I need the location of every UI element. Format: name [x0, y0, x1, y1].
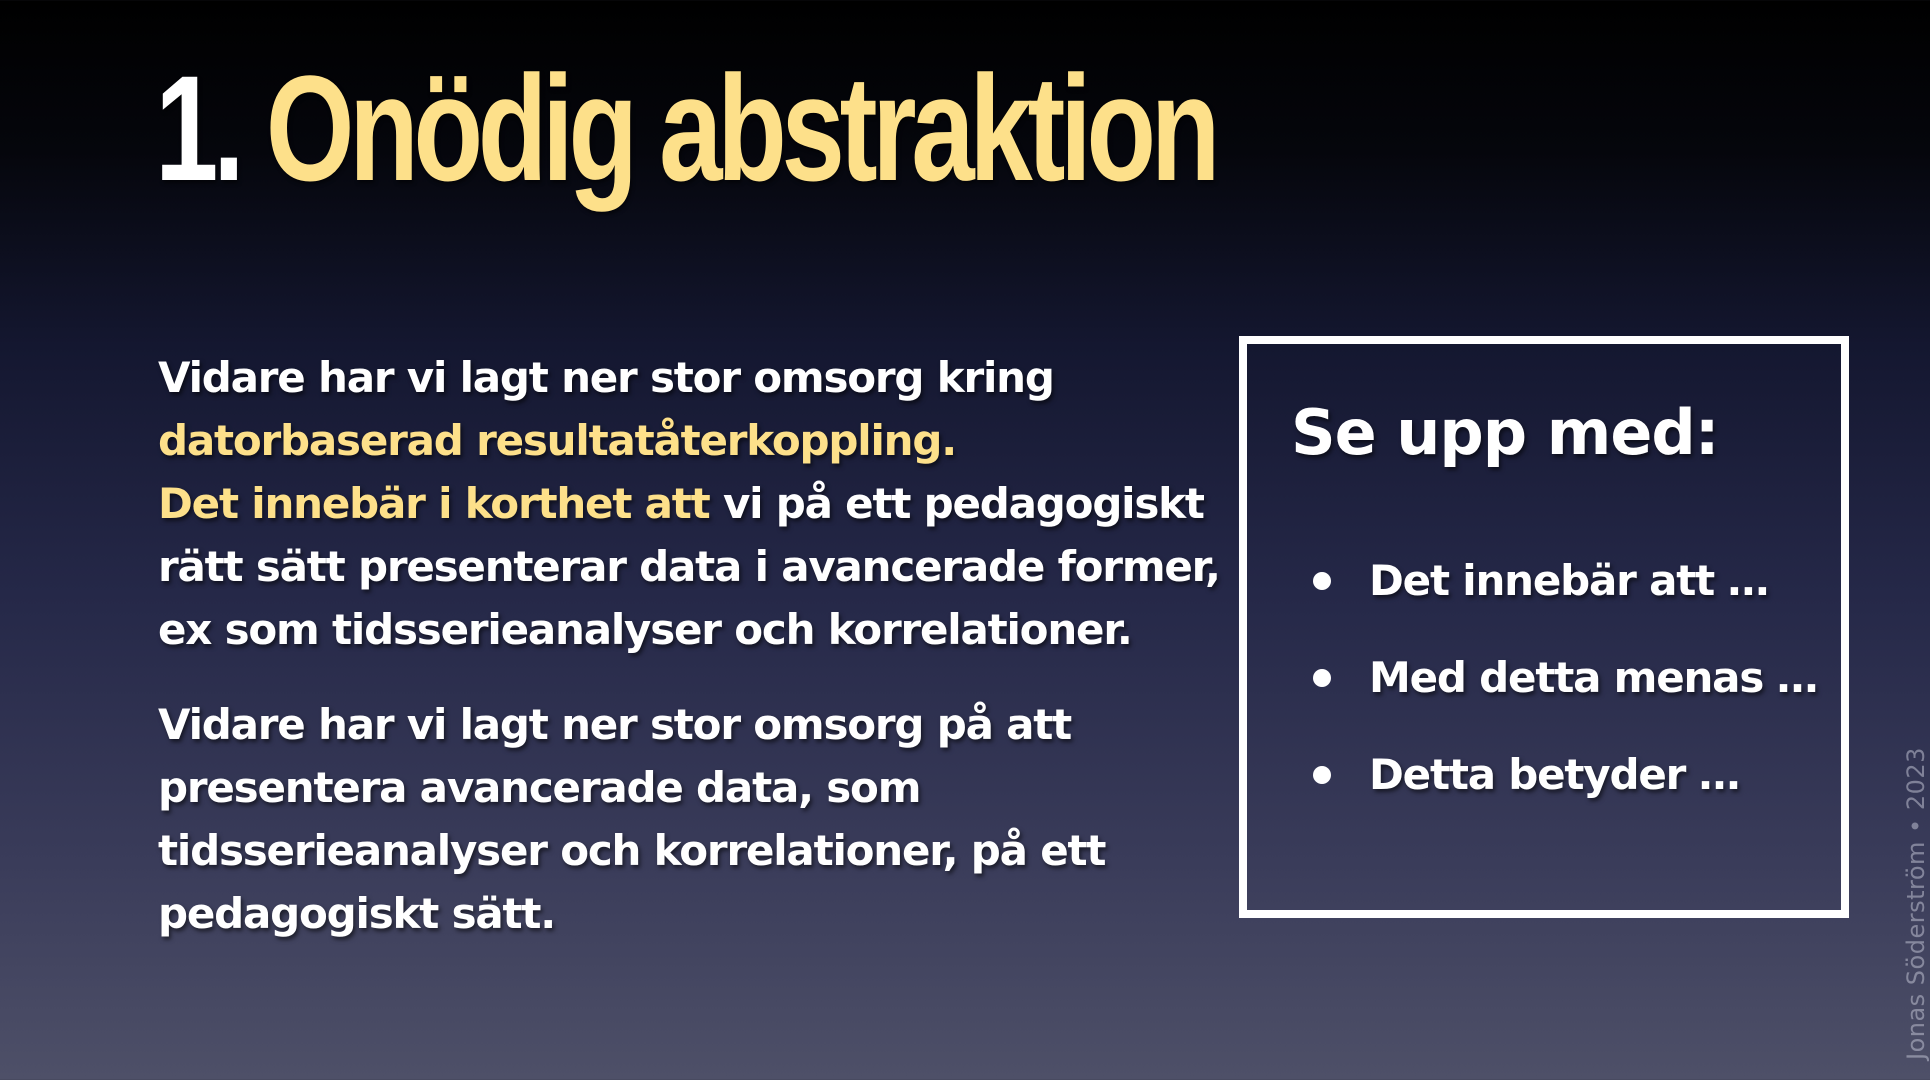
- callout-list: [1313, 532, 1817, 823]
- slide-title: [155, 42, 1215, 215]
- highlight-datorbaserad: datorbaserad resultatåterkoppling.: [158, 416, 956, 465]
- callout-item-text: Detta betyder …: [1369, 750, 1740, 799]
- bullet-dot-icon: [1313, 669, 1331, 687]
- callout-item-text: Med detta menas …: [1369, 653, 1818, 702]
- callout-item: [1313, 629, 1817, 726]
- title-number: 1.: [155, 44, 240, 212]
- bullet-dot-icon: [1313, 572, 1331, 590]
- bullet-dot-icon: [1313, 766, 1331, 784]
- author-credit: Jonas Söderström • 2023: [1902, 747, 1930, 1060]
- paragraph-1-line-1: Vidare har vi lagt ner stor omsorg kring: [158, 353, 1054, 402]
- title-text: Onödig abstraktion: [265, 44, 1216, 212]
- callout-item-text: Det innebär att …: [1369, 556, 1769, 605]
- callout-heading: Se upp med:: [1291, 396, 1719, 469]
- paragraph-1-rest: vi på ett pedagogiskt rätt sätt presenterar data i avancerade former, ex som tidsserieanalyser och korrelationer.: [158, 479, 1220, 654]
- paragraph-2: Vidare har vi lagt ner stor omsorg på att presentera avancerade data, som tidsserieanalyser och korrelationer, på ett pedagogiskt sätt.: [158, 700, 1106, 938]
- body-text: [158, 346, 1238, 977]
- callout-item: [1313, 726, 1817, 823]
- callout-box: [1239, 336, 1849, 918]
- highlight-det-innebar: Det innebär i korthet att: [158, 479, 710, 528]
- callout-item: [1313, 532, 1817, 629]
- paragraph-1: [158, 346, 1238, 661]
